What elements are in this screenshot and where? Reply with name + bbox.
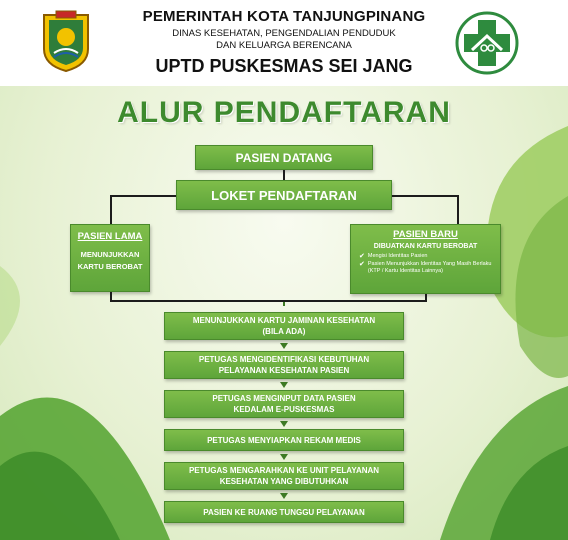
step-box — [164, 429, 404, 451]
header-puskesmas-name: UPTD PUSKESMAS SEI JANG — [155, 56, 413, 76]
connector-merge — [110, 300, 427, 302]
connector-right-horizontal — [392, 195, 459, 197]
page-title: ALUR PENDAFTARAN — [117, 96, 451, 129]
header-department-line1: DINAS KESEHATAN, PENGENDALIAN PENDUDUK — [172, 28, 396, 39]
checkmark-icon: ✔ — [359, 253, 365, 260]
header — [0, 0, 568, 86]
loket-pendaftaran-label: LOKET PENDAFTARAN — [211, 187, 357, 203]
arrow-down-icon — [280, 454, 288, 460]
step-line1: PETUGAS MENGARAHKAN KE UNIT PELAYANAN — [188, 466, 380, 475]
pasien-baru-subtitle: DIBUATKAN KARTU BEROBAT — [373, 243, 478, 250]
pasien-lama-line2: KARTU BEROBAT — [77, 262, 143, 271]
pasien-datang-box — [195, 145, 373, 170]
header-department-line2: DAN KELUARGA BERENCANA — [216, 40, 352, 51]
loket-pendaftaran-box — [176, 180, 392, 210]
puskesmas-logo-icon — [454, 10, 520, 76]
checklist-item — [359, 261, 492, 276]
pasien-lama-line1: MENUNJUKKAN — [80, 250, 140, 259]
step-line2: (BILA ADA) — [262, 327, 306, 336]
connector-left-vertical — [110, 195, 112, 224]
connector-lama-down — [110, 292, 112, 300]
arrow-down-icon — [280, 421, 288, 427]
step-line1: PASIEN KE RUANG TUNGGU PELAYANAN — [203, 507, 365, 517]
step-box — [164, 390, 404, 418]
checkmark-icon: ✔ — [359, 260, 365, 268]
tanjungpinang-emblem-icon — [40, 9, 92, 73]
checklist-item-text: Mengisi Identitas Pasien — [367, 253, 428, 259]
step-line1: PETUGAS MENYIAPKAN REKAM MEDIS — [207, 435, 361, 445]
step-box — [164, 462, 404, 490]
connector-right-vertical — [457, 195, 459, 224]
step-line1: PETUGAS MENGINPUT DATA PASIEN — [212, 394, 356, 403]
step-box — [164, 501, 404, 523]
pasien-baru-checklist — [359, 253, 492, 276]
arrow-down-icon — [280, 493, 288, 499]
step-line2: KEDALAM E-PUSKESMAS — [233, 405, 335, 414]
pasien-baru-title: PASIEN BARU — [393, 229, 458, 240]
step-box — [164, 312, 404, 340]
pasien-datang-label: PASIEN DATANG — [235, 150, 333, 165]
step-box — [164, 351, 404, 379]
pasien-lama-title: PASIEN LAMA — [77, 231, 143, 242]
checklist-item — [359, 253, 492, 261]
step-line2: KESEHATAN YANG DIBUTUHKAN — [219, 477, 349, 486]
step-line2: PELAYANAN KESEHATAN PASIEN — [218, 366, 350, 375]
connector-left-horizontal — [110, 195, 176, 197]
header-government: PEMERINTAH KOTA TANJUNGPINANG — [142, 8, 426, 25]
pasien-baru-box — [350, 224, 501, 294]
step-line1: MENUNJUKKAN KARTU JAMINAN KESEHATAN — [192, 316, 376, 325]
arrow-down-icon — [280, 382, 288, 388]
arrow-down-icon — [280, 343, 288, 349]
pasien-lama-box — [70, 224, 150, 292]
arrow-to-step1-line — [283, 302, 285, 306]
connector-datang-loket — [283, 170, 285, 180]
step-line1: PETUGAS MENGIDENTIFIKASI KEBUTUHAN — [198, 355, 370, 364]
checklist-item-text: Pasien Menunjukkan Identitas Yang Masih Berlaku (KTP / Kartu Identitas Lainnya) — [367, 260, 492, 274]
